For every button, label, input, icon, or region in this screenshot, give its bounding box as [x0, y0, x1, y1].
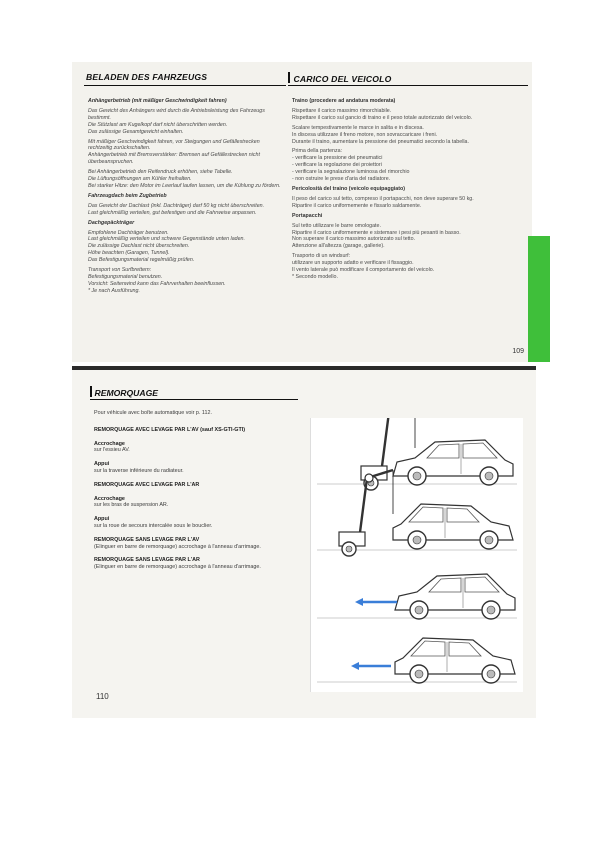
towing-section-title: Appui	[94, 461, 110, 468]
column-german	[88, 98, 282, 353]
col_de-paragraph: Fahrzeugdach beim Zugbetrieb	[88, 192, 167, 199]
towing-section-title: REMORQUAGE SANS LEVAGE PAR L'AR	[94, 557, 200, 564]
car	[395, 638, 515, 683]
col_de-paragraph: Transport von Surfbrettern: Befestigungsmaterial benutzen. Vorsicht: Seitenwind kann das Fahrverhalten beeinflussen. * Je nach Ausführung.	[88, 267, 226, 294]
col_de-paragraph: Empfohlene Dachträger benutzen. Last gleichmäßig verteilen und schwere Gegenstände unten laden. Die zulässige Dachlast nicht überschreiten. Höhe beachten (Garagen, Tunnel). Das Befestigungsmaterial regelmäßig prüfen.	[88, 229, 245, 264]
column-italian	[292, 98, 516, 353]
col_de-paragraph: Anhängerbetrieb (mit mäßiger Geschwindigkeit fahren)	[88, 98, 227, 104]
tow-bar-rear-illustration	[317, 638, 517, 683]
car	[393, 440, 513, 485]
tow-direction-head	[355, 598, 363, 606]
towing-section-title: Accrochage	[94, 495, 125, 502]
towing-illustrations	[310, 418, 523, 692]
col_it-paragraph: Rispettare il carico massimo rimorchiabile. Rispettare il carico sul gancio di traino e il peso totale autorizzato del veicolo.	[292, 107, 473, 121]
col_it-paragraph: Il peso del carico sul tetto, compreso il portapacchi, non deve superare 50 kg. Ripartire il carico uniformemente e fissarlo saldamente.	[292, 195, 474, 209]
towing-instructions	[94, 410, 306, 573]
towing-section-title: REMORQUAGE SANS LEVAGE PAR L'AV	[94, 536, 200, 543]
heading-bar	[288, 72, 290, 83]
manual-page-109	[72, 62, 532, 362]
heading-remorquage	[90, 386, 298, 400]
towing-section-body: (Elinguer en barre de remorquage) accrochage à l'anneau d'arrimage.	[94, 564, 261, 571]
manual-page-110	[72, 366, 536, 718]
car-hub-front	[413, 472, 421, 480]
col_it-paragraph: Traino (procedere ad andatura moderata)	[292, 98, 396, 104]
car	[393, 504, 513, 549]
car-hub-rear	[413, 536, 421, 544]
heading-remorquage-text: REMORQUAGE	[94, 388, 159, 398]
col_it-paragraph: Scalare tempestivamente le marce in salita e in discesa. In discesa utilizzare il freno motore, non sovraccaricare i freni. Durante il traino, aumentare la pressione dei pneumatici secondo la tabella.	[292, 124, 469, 145]
car-hub-front	[487, 670, 495, 678]
col_de-paragraph: Das Gewicht des Anhängers wird durch die Antriebsleistung des Fahrzeugs bestimmt. Die Stützlast am Kugelkopf darf nicht überschritten werden. Das zulässige Gesamtgewicht einhalten.	[88, 107, 265, 135]
tow-direction-head	[351, 662, 359, 670]
page-number-109: 109	[512, 348, 524, 355]
tow-lift-front-illustration	[317, 418, 517, 490]
col_it-paragraph: Sul tetto utilizzare le barre omologate. Ripartire il carico uniformemente e sistemare i pesi più pesanti in basso. Non superare il carico massimo autorizzato sul tetto. Attenzione all'altezza (garage, gallerie).	[292, 222, 461, 250]
car	[395, 574, 515, 619]
col_de-paragraph: Das Gewicht der Dachlast (inkl. Dachträger) darf 50 kg nicht überschreiten. Last gleichmäßig verteilen, gut befestigen und die Fahrweise anpassen.	[88, 202, 265, 216]
towing-section-title: Accrochage	[94, 440, 125, 447]
tow-bar-front-illustration	[317, 574, 517, 619]
page-number-110: 110	[96, 692, 109, 701]
towing-section-body: sur la roue de secours intercalée sous le bouclier.	[94, 522, 213, 529]
heading-loading-it	[288, 72, 528, 86]
heading-bar	[90, 386, 92, 397]
towing-illustrations-svg	[311, 418, 523, 692]
heading-loading-it-text: CARICO DEL VEICOLO	[293, 74, 392, 84]
towing-intro: Pour véhicule avec boîte automatique voir p. 112.	[94, 410, 212, 416]
col_it-paragraph: Portapacchi	[292, 212, 323, 219]
towing-section-body: (Elinguer en barre de remorquage) accrochage à l'anneau d'arrimage.	[94, 543, 261, 550]
col_de-paragraph: Bei Anhängerbetrieb den Reifendruck erhöhen, siehe Tabelle. Die Lüftungsöffnungen am Kühler freihalten. Bei starker Hitze: den Motor im Leerlauf laufen lassen, um die Kühlung zu fördern.	[88, 169, 281, 189]
col_it-paragraph: Pericolosità del traino (veicolo equipaggiato)	[292, 185, 406, 192]
car-hub-front	[485, 536, 493, 544]
section-tab-green	[528, 236, 550, 362]
car-hub-rear	[415, 670, 423, 678]
crane-pulley	[365, 474, 373, 482]
towing-section-body: sur les bras de suspension AR.	[94, 502, 169, 509]
heading-loading-de: BELADEN DES FAHRZEUGS	[84, 72, 286, 86]
towing-section-title: Appui	[94, 516, 110, 523]
towing-section-body: sur l'essieu AV.	[94, 447, 130, 454]
towing-sections	[94, 427, 306, 571]
towing-section-body: sur la traverse inférieure du radiateur.	[94, 467, 184, 474]
car-hub-front	[415, 606, 423, 614]
tow-truck-hub	[346, 546, 352, 552]
col_it-paragraph: Trasporto di un windsurf: utilizzare un supporto adatto e verificare il fissaggio. Il vento laterale può modificare il comportamento del veicolo. * Secondo modello.	[292, 253, 435, 280]
towing-section-title: REMORQUAGE AVEC LEVAGE PAR L'AR	[94, 481, 200, 488]
col_it-paragraph: Prima della partenza: - verificare la pressione dei pneumatici - verificare la regolazione dei proiettori - verificare la segnalazione luminosa del rimorchio - non ostruire le prese d'aria del radiatore.	[292, 148, 410, 183]
towing-section-title: REMORQUAGE AVEC LEVAGE PAR L'AV (sauf XS-GTI-GTI)	[94, 426, 246, 433]
car-hub-rear	[485, 472, 493, 480]
col_de-paragraph: Mit mäßiger Geschwindigkeit fahren, vor Steigungen und Gefällestrecken rechtzeitig zurückschalten. Anhängerbetrieb mit Bremsverstärker: Bremsen auf Gefällestrecken nicht überbeanspruchen.	[88, 138, 260, 166]
col_de-paragraph: Dachgepäckträger	[88, 219, 135, 226]
car-hub-rear	[487, 606, 495, 614]
